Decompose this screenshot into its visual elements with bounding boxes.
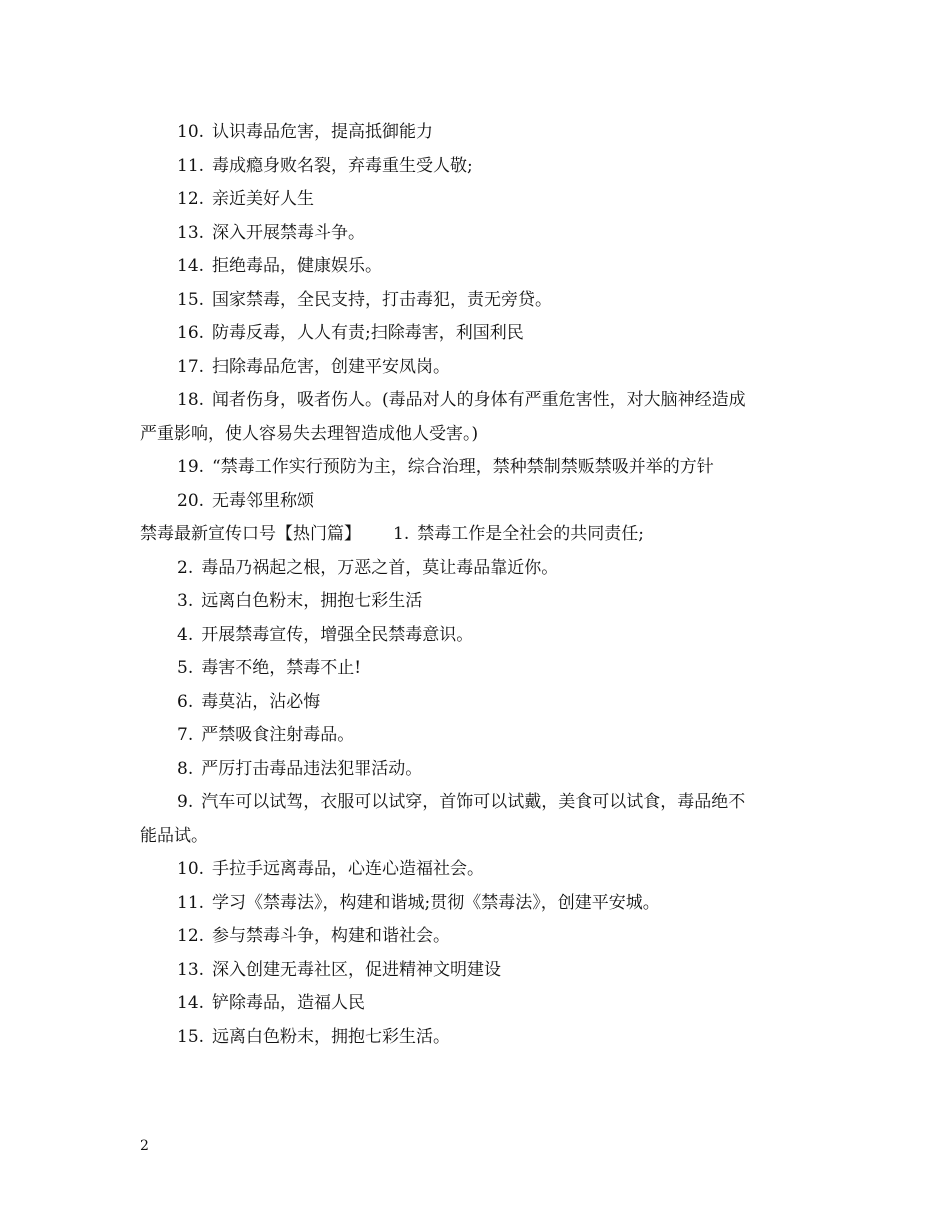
section-heading-row [140,518,820,552]
slogan-list-one [140,116,820,518]
item-text: 拒绝毒品，健康娱乐。 [212,256,383,276]
item-number: 8. [177,758,194,779]
item-text: 防毒反毒，人人有责;扫除毒害，利国利民 [212,323,524,343]
document-body [140,116,820,1054]
item-text: “禁毒工作实行预防为主，综合治理，禁种禁制禁贩禁吸并举的方针 [212,457,714,477]
item-number: 9. [177,792,194,812]
item-text: 亲近美好人生 [212,189,315,209]
item-number: 15. [177,1026,205,1047]
list-item [140,183,820,217]
item-number: 18. [177,390,205,410]
item-text: 参与禁毒斗争，构建和谐社会。 [212,926,451,946]
list-item [140,987,820,1021]
list-item [140,954,820,988]
item-number: 20. [177,490,205,511]
list-item [140,116,820,150]
list-item [140,351,820,385]
list-item [140,552,820,586]
item-number: 13. [177,222,205,243]
item-number: 4. [177,624,194,645]
list-item [140,485,820,519]
list-item [140,753,820,787]
item-text: 严厉打击毒品违法犯罪活动。 [201,758,423,779]
item-number: 15. [177,289,205,310]
list-item [140,619,820,653]
list-item-continuation: 严重影响，使人容易失去理智造成他人受害。) [140,423,479,444]
item-text: 开展禁毒宣传，增强全民禁毒意识。 [201,624,474,645]
item-number: 14. [177,993,205,1013]
list-item [140,317,820,351]
item-number: 16. [177,323,205,343]
item-number: 14. [177,256,205,276]
item-text: 毒害不绝，禁毒不止! [201,658,362,678]
list-item [140,1021,820,1055]
item-text: 汽车可以试驾，衣服可以试穿，首饰可以试戴，美食可以试食，毒品绝不 [201,792,746,812]
list-item [140,920,820,954]
item-text: 毒品乃祸起之根，万恶之首，莫让毒品靠近你。 [201,557,559,578]
list-item [140,384,820,418]
item-text: 远离白色粉末，拥抱七彩生活 [201,591,423,611]
item-text: 深入创建无毒社区，促进精神文明建设 [212,959,502,980]
item-number: 11. [177,892,205,913]
list-item [140,719,820,753]
item-text: 国家禁毒，全民支持，打击毒犯，责无旁贷。 [212,289,553,310]
item-text: 毒莫沾，沾必悔 [201,691,321,712]
list-item [140,652,820,686]
page-number: 2 [140,1138,149,1154]
item-number: 6. [177,691,194,712]
list-item [140,250,820,284]
item-text: 手拉手远离毒品，心连心造福社会。 [212,859,485,879]
list-item [140,217,820,251]
list-item [140,284,820,318]
list-item-continuation: 能品试。 [140,825,208,846]
item-number: 12. [177,189,205,209]
item-number: 10. [177,859,205,879]
item-number: 1. [393,524,410,544]
item-number: 17. [177,356,205,377]
item-number: 10. [177,122,205,142]
item-text: 扫除毒品危害，创建平安凤岗。 [212,356,451,377]
list-item [140,853,820,887]
item-text: 远离白色粉末，拥抱七彩生活。 [212,1026,451,1047]
list-item [140,451,820,485]
list-item [140,585,820,619]
item-text: 禁毒工作是全社会的共同责任; [417,524,644,544]
item-text: 毒成瘾身败名裂，弃毒重生受人敬; [212,155,473,176]
slogan-list-two [140,552,820,1055]
item-number: 19. [177,457,205,477]
list-item [140,686,820,720]
item-number: 7. [177,725,194,745]
item-text: 深入开展禁毒斗争。 [212,222,366,243]
list-item [140,887,820,921]
item-text: 铲除毒品，造福人民 [212,993,366,1013]
item-number: 2. [177,557,194,578]
item-number: 13. [177,959,205,980]
item-text: 认识毒品危害，提高抵御能力 [212,122,434,142]
item-text: 闻者伤身，吸者伤人。(毒品对人的身体有严重危害性，对大脑神经造成 [212,390,746,410]
item-number: 11. [177,155,205,176]
list-item [140,150,820,184]
item-text: 严禁吸食注射毒品。 [201,725,355,745]
item-number: 12. [177,926,205,946]
item-text: 学习《禁毒法》，构建和谐城;贯彻《禁毒法》，创建平安城。 [212,892,660,913]
item-number: 3. [177,591,194,611]
list-item [140,786,820,820]
item-number: 5. [177,658,194,678]
item-text: 无毒邻里称颂 [212,490,315,511]
section-heading: 禁毒最新宣传口号【热门篇】 [140,524,361,544]
